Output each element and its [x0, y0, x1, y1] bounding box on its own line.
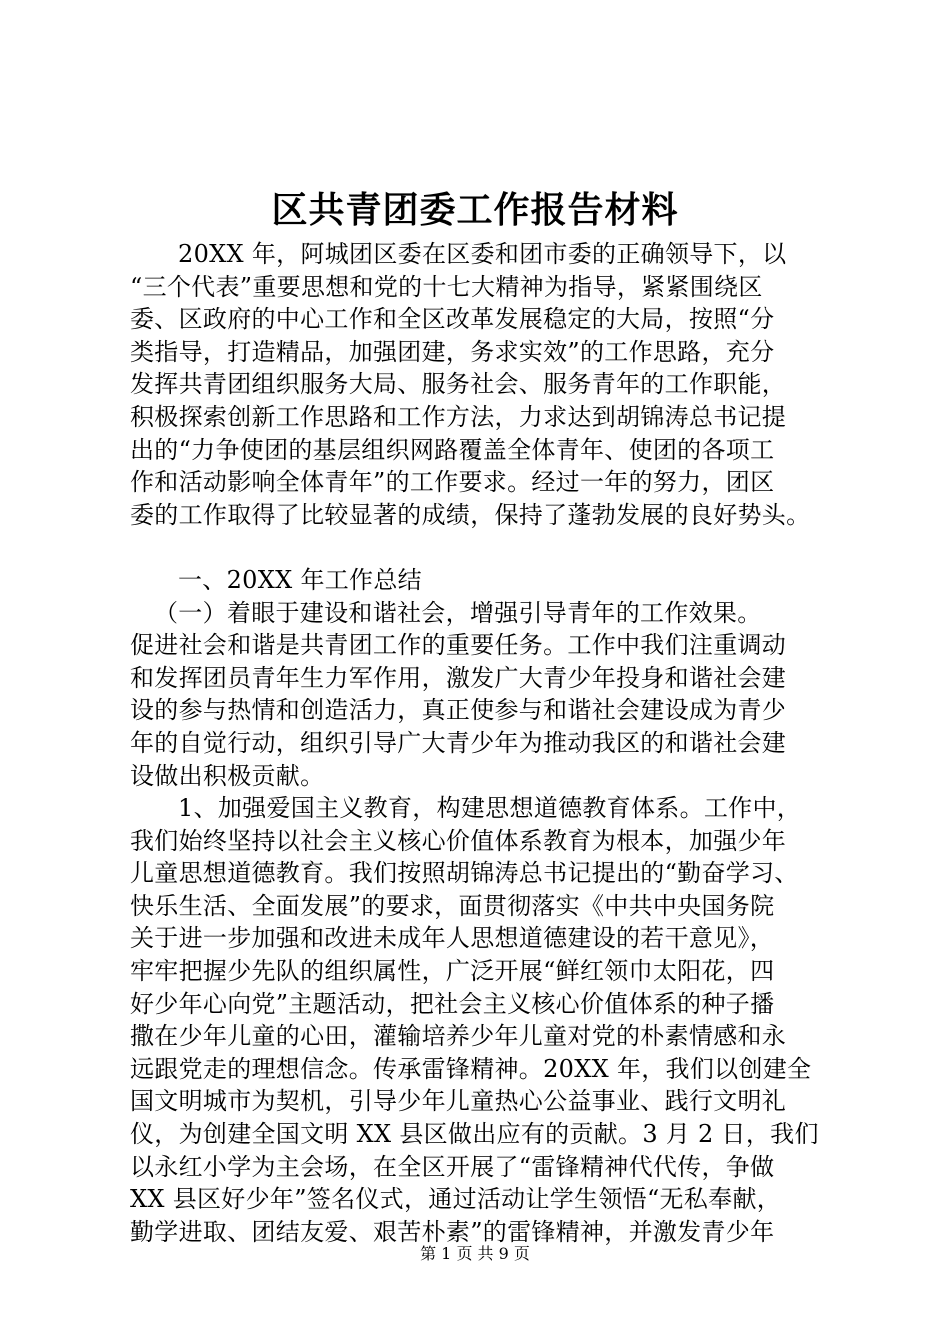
body-line: 20XX 年，阿城团区委在区委和团市委的正确领导下，以 — [178, 240, 787, 268]
body-line: 年的自觉行动，组织引导广大青少年为推动我区的和谐社会建 — [130, 728, 787, 757]
body-line: 和发挥团员青年生力军作用，激发广大青少年投身和谐社会建 — [130, 663, 787, 692]
body-line: 发挥共青团组织服务大局、服务社会、服务青年的工作职能， — [130, 370, 787, 399]
section-heading: 一、20XX 年工作总结 — [178, 565, 422, 594]
page-number-footer: 第 1 页 共 9 页 — [420, 1244, 530, 1263]
body-line: 1、加强爱国主义教育，构建思想道德教育体系。工作中， — [178, 794, 802, 823]
body-line: 以永红小学为主会场，在全区开展了“雷锋精神代代传，争做 — [130, 1152, 775, 1181]
body-line: 快乐生活、全面发展”的要求，面贯彻落实《中共中央国务院 — [130, 891, 775, 920]
body-line: 出的“力争使团的基层组织网路覆盖全体青年、使团的各项工 — [130, 435, 775, 464]
body-line: 委的工作取得了比较显著的成绩，保持了蓬勃发展的良好势头。 — [130, 500, 811, 529]
body-line: 委、区政府的中心工作和全区改革发展稳定的大局，按照“分 — [130, 305, 775, 334]
body-line: 我们始终坚持以社会主义核心价值体系教育为根本，加强少年 — [130, 826, 787, 855]
body-line: 促进社会和谐是共青团工作的重要任务。工作中我们注重调动 — [130, 631, 787, 660]
subsection-heading: （一）着眼于建设和谐社会，增强引导青年的工作效果。 — [154, 598, 762, 627]
body-line: 设的参与热情和创造活力，真正使参与和谐社会建设成为青少 — [130, 696, 787, 725]
body-line: 关于进一步加强和改进未成年人思想道德建设的若干意见》， — [130, 924, 775, 953]
body-line: “三个代表”重要思想和党的十七大精神为指导，紧紧围绕区 — [130, 272, 763, 301]
document-title: 区共青团委工作报告材料 — [271, 189, 679, 231]
paragraph-gap — [130, 531, 842, 564]
body-line: 儿童思想道德教育。我们按照胡锦涛总书记提出的“勤奋学习、 — [130, 859, 799, 888]
body-line: 牢牢把握少先队的组织属性，广泛开展“鲜红领巾太阳花，四 — [130, 957, 775, 986]
document-body — [130, 238, 842, 1248]
body-line: 设做出积极贡献。 — [130, 761, 325, 790]
body-line: 勤学进取、团结友爱、艰苦朴素”的雷锋精神，并激发青少年 — [130, 1217, 775, 1246]
body-line: 远跟党走的理想信念。传承雷锋精神。20XX 年，我们以创建全 — [130, 1054, 812, 1083]
body-line: XX 县区好少年”签名仪式，通过活动让学生领悟“无私奉献， — [130, 1185, 782, 1214]
body-line: 仪，为创建全国文明 XX 县区做出应有的贡献。3 月 2 日，我们 — [130, 1120, 819, 1149]
body-line: 好少年心向党”主题活动，把社会主义核心价值体系的种子播 — [130, 989, 775, 1018]
body-line: 类指导，打造精品，加强团建，务求实效”的工作思路，充分 — [130, 337, 775, 366]
body-line: 作和活动影响全体青年”的工作要求。经过一年的努力，团区 — [130, 468, 775, 497]
body-line: 积极探索创新工作思路和工作方法，力求达到胡锦涛总书记提 — [130, 402, 787, 431]
body-line: 国文明城市为契机，引导少年儿童热心公益事业、践行文明礼 — [130, 1087, 787, 1116]
body-line: 撒在少年儿童的心田，灌输培养少年儿童对党的朴素情感和永 — [130, 1022, 787, 1051]
